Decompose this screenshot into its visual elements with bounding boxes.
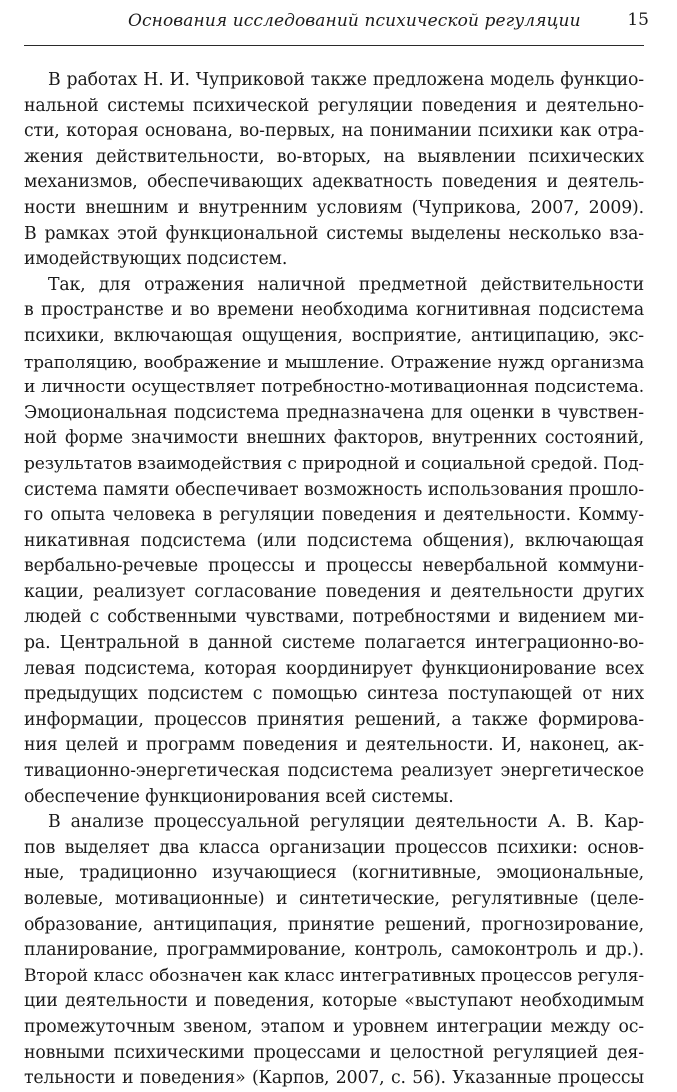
text-line: Так, для отражения наличной предметной действительности — [48, 274, 644, 295]
text-line: и личности осуществляет потребностно-мотивационная подсистема. — [24, 377, 644, 398]
text-line: Второй класс обозначен как класс интегративных процессов регуля- — [24, 965, 644, 986]
text-line: информации, процессов принятия решений, а также формирова- — [24, 709, 644, 730]
text-line: ные, традиционно изучающиеся (когнитивные, эмоциональные, — [24, 863, 644, 884]
text-line: го опыта человека в регуляции поведения и деятельности. Комму- — [24, 505, 644, 526]
page-number: 15 — [627, 10, 649, 30]
text-line: жения действительности, во-вторых, на выявлении психических — [24, 146, 644, 167]
text-line: результатов взаимодействия с природной и социальной средой. Под- — [24, 453, 645, 474]
text-line: планирование, программирование, контроль, самоконтроль и др.). — [24, 940, 644, 961]
text-line: система памяти обеспечивает возможность использования прошло- — [24, 479, 644, 500]
text-line: вербально-речевые процессы и процессы невербальной коммуни- — [24, 556, 644, 577]
text-line: В рамках этой функциональной системы выделены несколько вза- — [24, 223, 644, 244]
paragraph — [24, 810, 644, 1092]
text-line: имодействующих подсистем. — [24, 249, 288, 270]
text-line: сти, которая основана, во-первых, на понимании психики как отра- — [24, 121, 644, 142]
body-text — [24, 68, 644, 1092]
text-line: левая подсистема, которая координирует функционирование всех — [24, 658, 644, 679]
text-line: нальной системы психической регуляции поведения и деятельно- — [24, 95, 644, 116]
text-line: ности внешним и внутренним условиям (Чуприкова, 2007, 2009). — [24, 197, 644, 218]
text-line: предыдущих подсистем с помощью синтеза поступающей от них — [24, 684, 644, 705]
header-rule — [24, 45, 644, 46]
text-line: В анализе процессуальной регуляции деятельности А. В. Кар- — [48, 812, 644, 833]
text-line: психики, включающая ощущения, восприятие, антиципацию, экс- — [24, 325, 644, 346]
text-line: ной форме значимости внешних факторов, внутренних состояний, — [24, 428, 644, 449]
text-line: в пространстве и во времени необходима когнитивная подсистема — [24, 300, 644, 321]
running-title: Основания исследований психической регуляции — [128, 11, 581, 31]
text-line: механизмов, обеспечивающих адекватность поведения и деятель- — [24, 172, 644, 193]
text-line: ния целей и программ поведения и деятельности. И, наконец, ак- — [24, 735, 644, 756]
text-line: промежуточным звеном, этапом и уровнем интеграции между ос- — [24, 1016, 644, 1037]
text-line: образование, антиципация, принятие решений, прогнозирование, — [24, 914, 644, 935]
paragraph — [24, 273, 644, 810]
text-line: обеспечение функционирования всей системы. — [24, 786, 454, 807]
text-line: волевые, мотивационные) и синтетические, регулятивные (целе- — [24, 889, 644, 909]
text-line: кации, реализует согласование поведения и деятельности других — [24, 581, 644, 602]
running-head — [24, 6, 667, 36]
text-line: Эмоциональная подсистема предназначена для оценки в чувствен- — [24, 402, 644, 423]
text-line: траполяцию, воображение и мышление. Отражение нужд организма — [24, 351, 644, 372]
text-line: новными психическими процессами и целостной регуляцией дея- — [24, 1042, 644, 1063]
text-line: никативная подсистема (или подсистема общения), включающая — [24, 530, 644, 551]
paragraph — [24, 68, 644, 273]
text-line: ции деятельности и поведения, которые «выступают необходимым — [24, 991, 644, 1012]
text-line: пов выделяет два класса организации процессов психики: основ- — [24, 837, 644, 858]
text-line: ра. Центральной в данной системе полагается интеграционно-во- — [24, 633, 644, 654]
text-line: тельности и поведения» (Карпов, 2007, с. 56). Указанные процессы — [24, 1068, 644, 1089]
text-line: тивационно-энергетическая подсистема реализует энергетическое — [24, 761, 644, 782]
text-line: В работах Н. И. Чуприковой также предложена модель функцио- — [48, 70, 644, 90]
text-line: людей с собственными чувствами, потребностями и видением ми- — [24, 607, 644, 628]
